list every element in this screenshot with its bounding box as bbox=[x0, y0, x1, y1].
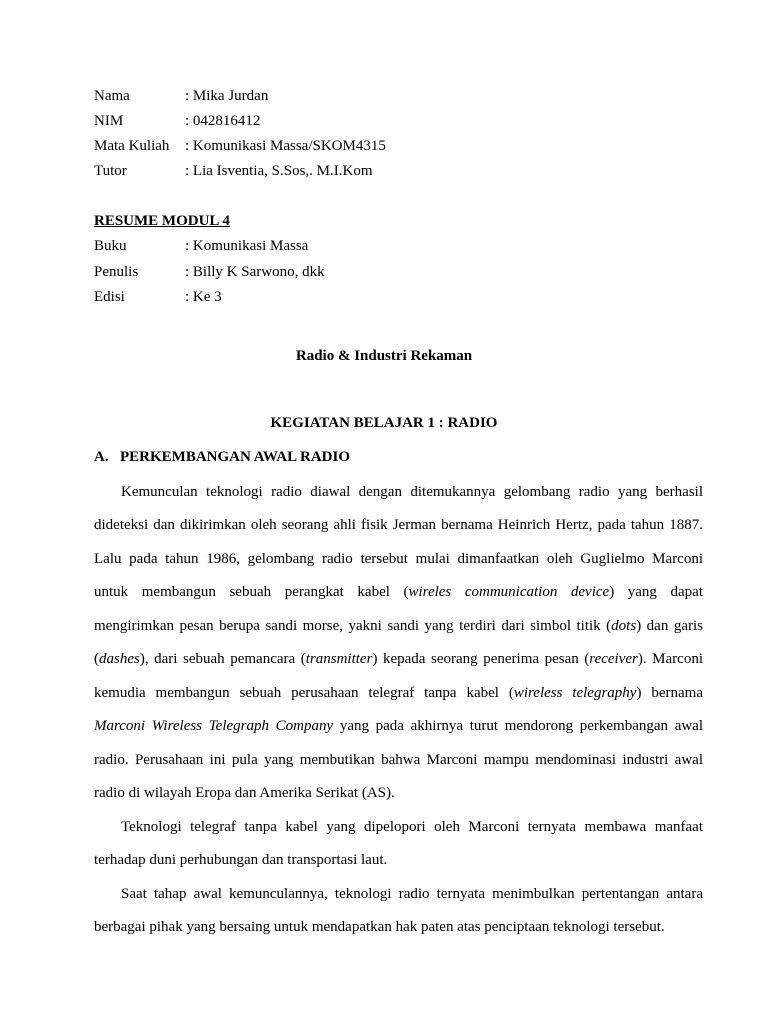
paragraph-line: berbagai pihak yang bersaing untuk mendapatkan hak paten atas penciptaan teknologi tersebut. bbox=[94, 919, 665, 935]
field-value: : 042816412 bbox=[185, 113, 261, 129]
field-label: Mata Kuliah bbox=[94, 138, 170, 154]
field-value: : Komunikasi Massa/SKOM4315 bbox=[185, 138, 386, 154]
paragraph-line: Lalu pada tahun 1986, gelombang radio tersebut mulai dimanfaatkan oleh Guglielmo Marconi bbox=[94, 551, 703, 567]
paragraph-line: terhadap duni perhubungan dan transportasi laut. bbox=[94, 852, 388, 868]
paragraph-line: (dashes), dari sebuah pemancara (transmitter) kepada seorang penerima pesan (receiver). Marconi bbox=[94, 651, 703, 667]
field-label: Nama bbox=[94, 88, 130, 104]
paragraph-line: Kemunculan teknologi radio diawal dengan ditemukannya gelombang radio yang berhasil bbox=[121, 484, 703, 500]
field-value: : Mika Jurdan bbox=[185, 88, 269, 104]
resume-heading: RESUME MODUL 4 bbox=[94, 213, 230, 229]
field-label: Tutor bbox=[94, 163, 127, 179]
paragraph-line: radio di wilayah Eropa dan Amerika Serikat (AS). bbox=[94, 785, 395, 801]
section-heading bbox=[94, 447, 350, 467]
field-label: Edisi bbox=[94, 289, 125, 305]
paragraph-line: Teknologi telegraf tanpa kabel yang dipelopori oleh Marconi ternyata membawa manfaat bbox=[121, 819, 703, 835]
kegiatan-title: KEGIATAN BELAJAR 1 : RADIO bbox=[270, 415, 498, 431]
paragraph-line: Marconi Wireless Telegraph Company yang pada akhirnya turut mendorong perkembangan awal bbox=[94, 718, 704, 734]
section-title: PERKEMBANGAN AWAL RADIO bbox=[120, 449, 351, 465]
document-title: Radio & Industri Rekaman bbox=[295, 348, 473, 364]
field-value: : Ke 3 bbox=[185, 289, 222, 305]
field-label: NIM bbox=[94, 113, 124, 129]
field-value: : Lia Isventia, S.Sos,. M.I.Kom bbox=[185, 163, 373, 179]
field-value: : Billy K Sarwono, dkk bbox=[185, 264, 325, 280]
section-number: A. bbox=[94, 449, 109, 465]
paragraph-line: dideteksi dan dikirimkan oleh seorang ahli fisik Jerman bernama Heinrich Hertz, pada tahun 1887. bbox=[94, 517, 703, 533]
paragraph-line: mengirimkan pesan berupa sandi morse, yakni sandi yang terdiri dari simbol titik (dots) dan garis bbox=[94, 618, 704, 634]
paragraph-line: untuk membangun sebuah perangkat kabel (wireles communication device) yang dapat bbox=[94, 584, 703, 600]
field-label: Penulis bbox=[94, 264, 139, 280]
paragraph-line: radio. Perusahaan ini pula yang membutikan bahwa Marconi mampu mendominasi industri awal bbox=[94, 752, 703, 768]
paragraph-line: kemudia membangun sebuah perusahaan telegraf tanpa kabel (wireless telegraphy) bernama bbox=[94, 685, 703, 701]
paragraph-line: Saat tahap awal kemunculannya, teknologi radio ternyata menimbulkan pertentangan antara bbox=[121, 886, 703, 902]
field-label: Buku bbox=[94, 238, 127, 254]
field-value: : Komunikasi Massa bbox=[185, 238, 309, 254]
